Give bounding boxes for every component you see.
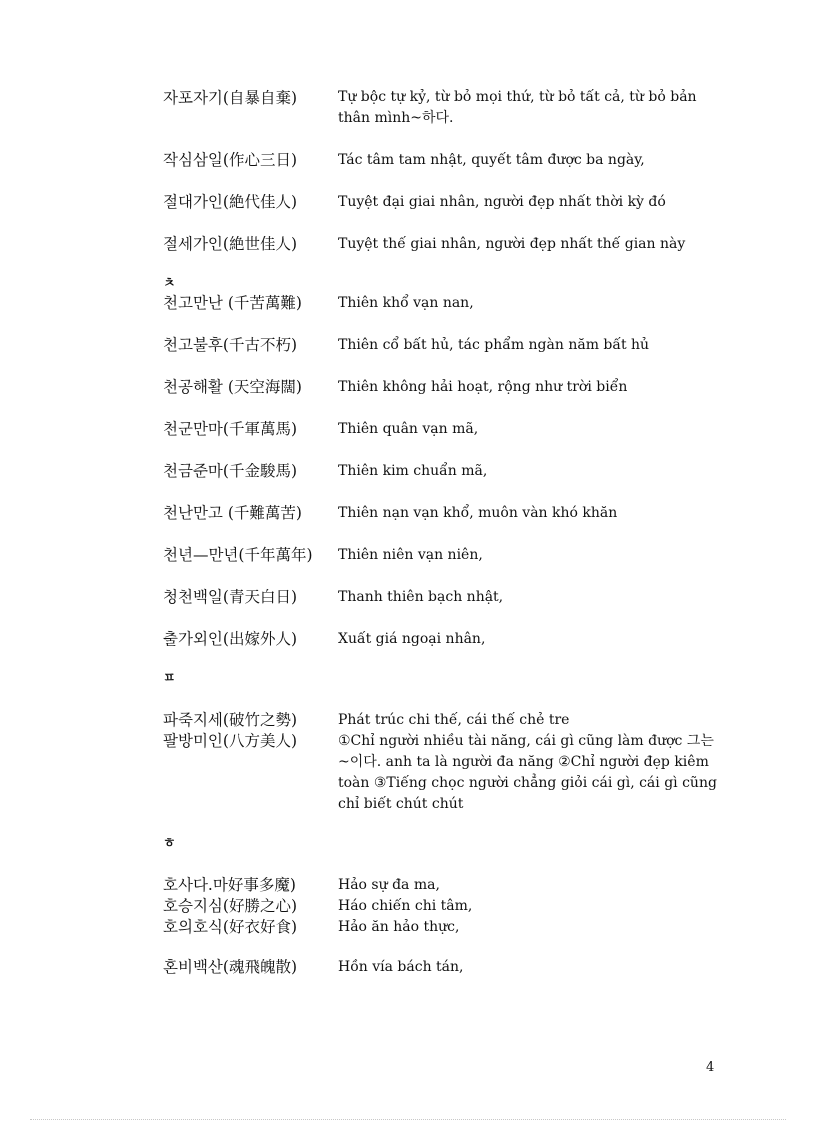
entry-definition: Tác tâm tam nhật, quyết tâm được ba ngày, — [338, 152, 645, 168]
entry-definition: Hảo sự đa ma, — [338, 877, 440, 893]
entry-term: 호승지심(好勝之心) — [163, 897, 297, 915]
entry-term: 출가외인(出嫁外人) — [163, 630, 297, 648]
entry-term: 혼비백산(魂飛魄散) — [163, 958, 297, 976]
entry-definition: Thiên khổ vạn nan, — [338, 295, 474, 311]
entry-term: 호사다.마好事多魔) — [163, 876, 296, 894]
entry-definition: Thiên quân vạn mã, — [338, 421, 479, 437]
entry-definition: Thiên niên vạn niên, — [338, 547, 483, 563]
entry-term: 천금준마(千金駿馬) — [163, 462, 297, 480]
page-number: 4 — [706, 1060, 715, 1075]
entry-definition: Hồn vía bách tán, — [338, 959, 464, 975]
entry-definition: Tự bộc tự kỷ, từ bỏ mọi thứ, từ bỏ tất cả, từ bỏ bản thân mình~하다. — [338, 89, 697, 126]
section-heading-hieut: ㅎ — [163, 836, 176, 851]
entry-term: 절세가인(絶世佳人) — [163, 235, 297, 253]
entry-term: 천공해활 (天空海闊) — [163, 378, 302, 396]
entry-term: 천고불후(千古不朽) — [163, 336, 297, 354]
entry-definition: Thiên nạn vạn khổ, muôn vàn khó khăn — [338, 505, 618, 521]
entry-definition: Phát trúc chi thế, cái thế chẻ tre — [338, 712, 570, 728]
entry-definition: Hảo ăn hảo thực, — [338, 919, 460, 935]
footer-divider — [30, 1119, 786, 1120]
entry-definition: Xuất giá ngoại nhân, — [338, 631, 486, 647]
entry-definition: Thanh thiên bạch nhật, — [338, 589, 504, 605]
entry-term: 호의호식(好衣好食) — [163, 918, 297, 936]
entry-term: 천난만고 (千難萬苦) — [163, 504, 302, 522]
entry-definition: Tuyệt đại giai nhân, người đẹp nhất thời kỳ đó — [338, 194, 666, 210]
section-heading-pieup: ㅍ — [163, 671, 176, 686]
entry-term: 팔방미인(八方美人) — [163, 732, 297, 750]
section-heading-chieut: ㅊ — [163, 276, 176, 291]
entry-term: 자포자기(自暴自棄) — [163, 89, 297, 107]
entry-term: 천고만난 (千苦萬難) — [163, 294, 302, 312]
entry-definition: Thiên cổ bất hủ, tác phẩm ngàn năm bất hủ — [338, 337, 650, 353]
entry-definition: Thiên kim chuẩn mã, — [338, 463, 488, 479]
entry-term: 천군만마(千軍萬馬) — [163, 420, 297, 438]
entry-definition: Tuyệt thế giai nhân, người đẹp nhất thế gian này — [338, 236, 686, 252]
entry-term: 천년—만년(千年萬年) — [163, 546, 313, 564]
entry-term: 작심삼일(作心三日) — [163, 151, 297, 169]
entry-definition: ①Chỉ người nhiều tài năng, cái gì cũng làm được 그는 ~이다. anh ta là người đa năng ②Chỉ người đẹp kiêm toàn ③Tiếng chọc người chẳng giỏi cái gì, cái gì cũng chỉ biết chút chút — [338, 733, 717, 812]
entry-term: 청천백일(青天白日) — [163, 588, 297, 606]
entry-term: 파죽지세(破竹之勢) — [163, 711, 297, 729]
entry-definition: Háo chiến chi tâm, — [338, 898, 473, 914]
entry-term: 절대가인(絶代佳人) — [163, 193, 297, 211]
entry-definition: Thiên không hải hoạt, rộng như trời biển — [338, 379, 628, 395]
